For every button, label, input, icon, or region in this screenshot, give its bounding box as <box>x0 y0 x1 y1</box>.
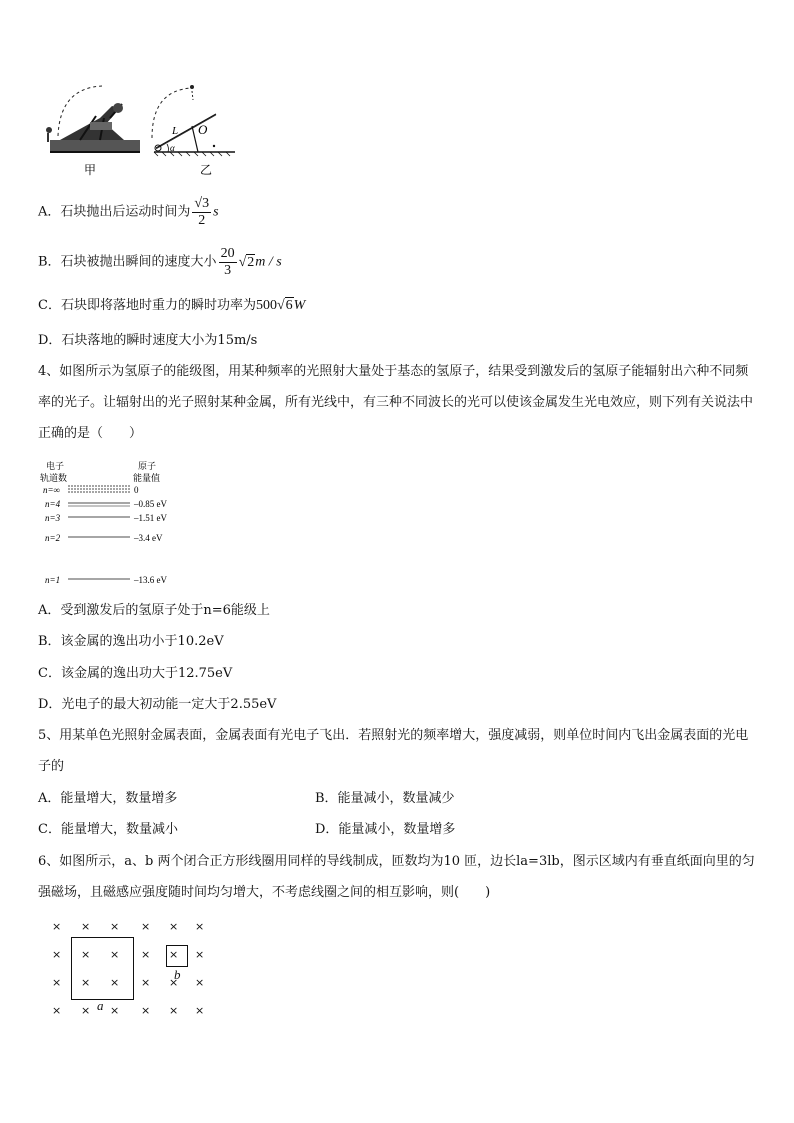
coil-a-label: a <box>97 998 104 1013</box>
q6-question-text: 6、如图所示，a、b 两个闭合正方形线圈用同样的导线制成，匝数均为10 匝，边长la=3lb，图示区域内有垂直纸面向里的匀强磁场，且磁感应强度随时间均匀增大，不考虑线圈之间的相互影响，则( ) <box>38 854 755 900</box>
q3-option-b-sqrt: √2 <box>238 254 255 270</box>
q5-option-c: C．能量增大，数量减小 <box>38 822 178 837</box>
catapult-sketch <box>46 86 140 152</box>
level-e-2: –3.4 eV <box>134 533 163 543</box>
diagram-head-right-2: 能量值 <box>133 474 161 484</box>
magnetic-field-figure <box>40 915 220 1025</box>
level-e-inf: 0 <box>134 485 139 495</box>
label-yi: 乙 <box>200 163 213 177</box>
field-cross: × <box>195 920 205 933</box>
field-cross: × <box>81 976 91 989</box>
q3-option-a-unit: s <box>213 204 219 220</box>
level-e-1: –13.6 eV <box>134 575 167 585</box>
q4-option-d: D．光电子的最大初动能一定大于2.55eV <box>38 697 277 712</box>
q5-option-a: A．能量增大，数量增多 <box>38 791 178 806</box>
field-cross: × <box>195 948 205 961</box>
label-O: O <box>198 122 208 137</box>
field-cross: × <box>110 1004 120 1017</box>
q3-option-a <box>38 196 219 229</box>
q4-option-c: C．该金属的逸出功大于12.75eV <box>38 666 233 681</box>
level-n-2: n=2 <box>45 533 61 543</box>
q3-option-c-prefix: C．石块即将落地时重力的瞬时功率为 <box>38 298 256 313</box>
field-cross: × <box>110 976 120 989</box>
field-cross: × <box>169 1004 179 1017</box>
field-cross: × <box>141 1004 151 1017</box>
field-cross: × <box>110 920 120 933</box>
geometry-sketch <box>152 85 235 156</box>
q3-option-b-den: 3 <box>224 263 232 278</box>
q5-question-text: 5、用某单色光照射金属表面，金属表面有光电子飞出．若照射光的频率增大，强度减弱，则单位时间内飞出金属表面的光电子的 <box>38 728 749 774</box>
field-cross: × <box>110 948 120 961</box>
q3-option-a-prefix: A．石块抛出后运动时间为 <box>38 204 191 220</box>
q5-option-b: B．能量减小，数量减少 <box>315 791 455 806</box>
label-alpha: α <box>170 143 175 153</box>
q4-option-b: B．该金属的逸出功小于10.2eV <box>38 634 224 649</box>
q3-option-a-num: √3 <box>194 196 210 211</box>
q3-option-b-prefix: B．石块被抛出瞬间的速度大小 <box>38 254 217 270</box>
q3-option-a-fraction <box>192 196 211 229</box>
q4-option-a: A．受到激发后的氢原子处于n=6能级上 <box>38 603 270 618</box>
q3-option-b-rad: 2 <box>247 254 255 270</box>
q4-question-text: 4、如图所示为氢原子的能级图，用某种频率的光照射大量处于基态的氢原子，结果受到激发后的氢原子能辐射出六种不同频率的光子。让辐射出的光子照射某种金属，所有光线中，有三种不同波长的光可以使该金属发生光电效应，则下列有关说法中正确的是（ ） <box>38 364 754 441</box>
q5-option-d: D．能量减小，数量增多 <box>315 822 456 837</box>
q3-option-c-rad: 6 <box>285 298 293 313</box>
q3-option-c <box>38 298 305 314</box>
level-e-4: –0.85 eV <box>134 499 167 509</box>
field-cross: × <box>195 976 205 989</box>
field-cross: × <box>81 948 91 961</box>
q3-option-b-num: 20 <box>220 246 235 261</box>
field-cross: × <box>141 920 151 933</box>
diagram-head-right-1: 原子 <box>138 462 157 472</box>
q3-option-d: D．石块落地的瞬时速度大小为15m/s <box>38 333 258 348</box>
q3-option-b-fraction <box>219 246 237 279</box>
coil-a <box>71 937 134 1000</box>
level-n-1: n=1 <box>45 575 61 585</box>
q3-option-a-den: 2 <box>198 213 206 228</box>
field-cross: × <box>169 920 179 933</box>
coil-b-label: b <box>174 967 181 982</box>
field-cross: × <box>81 920 91 933</box>
q3-option-c-coef: 500 <box>255 298 277 313</box>
q3-option-b <box>38 246 282 279</box>
diagram-head-left-1: 电子 <box>46 462 65 472</box>
field-cross: × <box>169 976 179 989</box>
field-cross: × <box>81 1004 91 1017</box>
field-cross: × <box>195 1004 205 1017</box>
energy-level-diagram <box>38 458 198 588</box>
field-cross: × <box>52 948 62 961</box>
level-n-3: n=3 <box>45 513 61 523</box>
field-cross: × <box>141 976 151 989</box>
level-n-inf: n=∞ <box>43 485 60 495</box>
label-jia: 甲 <box>84 163 97 177</box>
diagram-head-left-2: 轨道数 <box>40 474 68 484</box>
q3-option-c-unit: W <box>293 298 306 313</box>
level-e-3: –1.51 eV <box>134 513 167 523</box>
label-L: L <box>172 125 179 137</box>
field-cross: × <box>141 948 151 961</box>
q3-option-b-unit: m / s <box>255 254 282 270</box>
catapult-figure <box>40 78 240 178</box>
field-cross: × <box>52 976 62 989</box>
field-cross: × <box>52 1004 62 1017</box>
level-n-4: n=4 <box>45 499 61 509</box>
field-cross: × <box>169 948 179 961</box>
q3-option-c-sqrt: √6 <box>276 298 293 313</box>
field-cross: × <box>52 920 62 933</box>
